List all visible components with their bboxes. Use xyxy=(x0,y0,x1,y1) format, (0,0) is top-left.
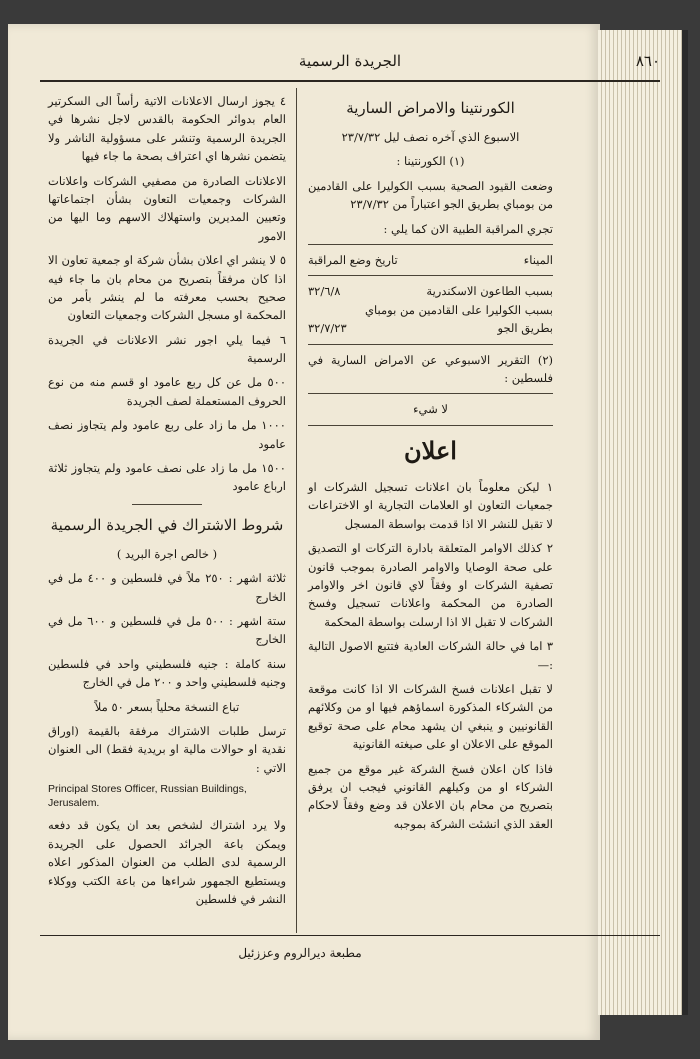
table-row xyxy=(308,282,553,300)
subscription-title: شروط الاشتراك في الجريدة الرسمية xyxy=(50,515,284,534)
notice-paragraph-2: ٢ كذلك الاوامر المتعلقة بادارة التركات او التصديق على صحة الوصايا والاوامر الصادرة بموجب قانون تصفية الشركات او وفقاً لاي قانون اخر والاوامر الصادرة من المحكمة واعلانات تسجيل وفسخ الشركات لا تقبل الا اذا ارسلت بواسطة المحكمة xyxy=(308,541,553,629)
book-cover-edge xyxy=(682,30,688,1015)
date-cell: ٣٢/٧/٢٣ xyxy=(308,321,347,336)
table-row xyxy=(308,301,553,319)
notice-paragraph-3a: لا تقبل اعلانات فسخ الشركات الا اذا كانت موقعة من الشركاء المذكورة اسماؤهم فيها او من وكلائهم القانونيين و ينبغي ان يشهد محام على صحة توقيع الموقع على الاعلان او على صيغته القانونية xyxy=(308,681,553,752)
port-column-header: الميناء xyxy=(523,252,553,267)
subscription-rate: ستة اشهر : ٥٠٠ مل في فلسطين و ٦٠٠ مل في الخارج xyxy=(48,613,286,647)
quarantine-subheading: (١) الكورنتينا : xyxy=(396,154,465,169)
footer-rule xyxy=(40,935,660,936)
notice-paragraph-1: ١ ليكن معلوماً بان اعلانات تسجيل الشركات او جمعيات التعاون او العلامات التجارية او الاختراعات لا تقبل للنشر الا اذا قدمت بواسطة المسجل xyxy=(308,480,553,531)
paragraph-5: ٥ لا ينشر اي اعلان بشأن شركة او جمعية تعاون الا اذا كان مرفقاً بتصريح من محام بان ما جاء فيه صحيح بحسب معرفته ما لم ينشر بأمر من المحكمة او مسجل الشركات وجمعيات التعاون xyxy=(48,253,286,323)
fee-line: ١٥٠٠ مل ما زاد على نصف عامود ولم يتجاوز ثلاثة ارباع عامود xyxy=(48,461,286,494)
port-cell: بطريق الجو xyxy=(497,321,553,336)
page-header xyxy=(40,52,660,78)
left-column xyxy=(48,92,286,914)
subscription-rate: ثلاثة اشهر : ٢٥٠ ملاً في فلسطين و ٤٠٠ مل في الخارج xyxy=(48,571,287,604)
table-rule xyxy=(308,275,553,276)
paragraph-4: ٤ يجوز ارسال الاعلانات الاتية رأساً الى السكرتير العام بدوائر الحكومة بالقدس لاجل نشرها في الجريدة الرسمية وتنشر على مسؤولية الناشر ولا يتضمن نشرها اي اعتراف بصحة ما جاء فيها xyxy=(48,94,286,164)
right-column xyxy=(308,92,553,839)
subscription-rate: سنة كاملة : جنيه فلسطيني واحد في فلسطين وجنيه فلسطيني واحد و ٢٠٠ مل في الخارج xyxy=(48,656,286,690)
notice-paragraph-3: ٣ اما في حالة الشركات العادية فتتبع الاصول التالية :— xyxy=(308,639,553,672)
header-rule xyxy=(40,80,660,82)
date-column-header: تاريخ وضع المراقبة xyxy=(308,252,398,267)
port-cell: بسبب الطاعون الاسكندرية xyxy=(426,284,553,299)
printer-imprint: مطبعة ديرالروم وعززئيل xyxy=(238,946,362,960)
table-rule xyxy=(308,244,553,245)
gazette-title: الجريدة الرسمية xyxy=(298,52,402,70)
fee-line: ٥٠٠ مل عن كل ربع عامود او قسم منه من نوع الحروف المستعملة لصف الجريدة xyxy=(48,375,286,408)
page-number: ٨٦٠ xyxy=(635,52,660,70)
notice-heading: اعلان xyxy=(404,435,457,465)
date-cell: ٣٢/٦/٨ xyxy=(308,284,341,299)
week-line: الاسبوع الذي آخره نصف ليل ٢٣/٧/٣٢ xyxy=(341,130,520,144)
quarantine-title: الكورنتينا والامراض السارية xyxy=(346,99,515,117)
short-rule xyxy=(132,504,202,505)
copy-price: تباع النسخة محلياً بسعر ٥٠ ملاً xyxy=(94,699,240,714)
fee-line: ١٠٠٠ مل ما زاد على ربع عامود ولم يتجاوز نصف عامود xyxy=(48,418,286,451)
weekly-report-heading: (٢) التقرير الاسبوعي عن الامراض السارية في فلسطين : xyxy=(308,352,553,385)
section-rule xyxy=(308,393,553,394)
nothing-text: لا شيء xyxy=(413,402,448,417)
quarantine-text: وضعت القيود الصحية بسبب الكوليرا على القادمين من بومباي بطريق الجو اعتباراً من ٢٣/٧/٣٢ xyxy=(308,178,553,212)
paragraph-4b: الاعلانات الصادرة من مصفيي الشركات واعلانات الشركات وجمعيات التعاون بشأن اجتماعاتها وتعيين المديرين واستهلاك الاسهم وما اليها من الامور xyxy=(48,173,286,243)
table-rule xyxy=(308,344,553,345)
subscription-subtitle: ( خالص اجرة البريد ) xyxy=(116,546,218,561)
closing-paragraph: ولا يرد اشتراك لشخص بعد ان يكون قد دفعه ويمكن باعة الجرائد الحصول على الجريدة الرسمية لدى الطلب من العنوان المذكور اعلاه ويستطيع الجمهور شراءها من باعة الكتب ووكلاء النشر في فلسطين xyxy=(48,818,286,906)
paragraph-6: ٦ فيما يلي اجور نشر الاعلانات في الجريدة الرسمية xyxy=(48,332,286,366)
table-header xyxy=(308,251,553,269)
table-row xyxy=(308,319,553,337)
medical-control-line: تجري المراقبة الطبية الان كما يلي : xyxy=(383,221,553,236)
column-divider xyxy=(296,88,297,933)
book-page-edges xyxy=(598,30,682,1015)
notice-paragraph-3b: فاذا كان اعلان فسخ الشركة غير موقع من جميع الشركاء او من وكيلهم القانوني فيجب ان يرفق بتصريح من محام بان الاعلان قد وضع وفقاً لاحكام العقد الذي انشئت الشركة بموجبه xyxy=(308,761,553,831)
send-instructions: ترسل طلبات الاشتراك مرفقة بالقيمة (اوراق نقدية او حوالات مالية او بريدية فقط) الى العنوان الاتي : xyxy=(48,723,286,775)
english-address: Principal Stores Officer, Russian Buildings, Jerusalem. xyxy=(48,783,247,809)
port-cell: بسبب الكوليرا على القادمين من بومباي xyxy=(365,302,553,317)
section-rule xyxy=(308,425,553,426)
